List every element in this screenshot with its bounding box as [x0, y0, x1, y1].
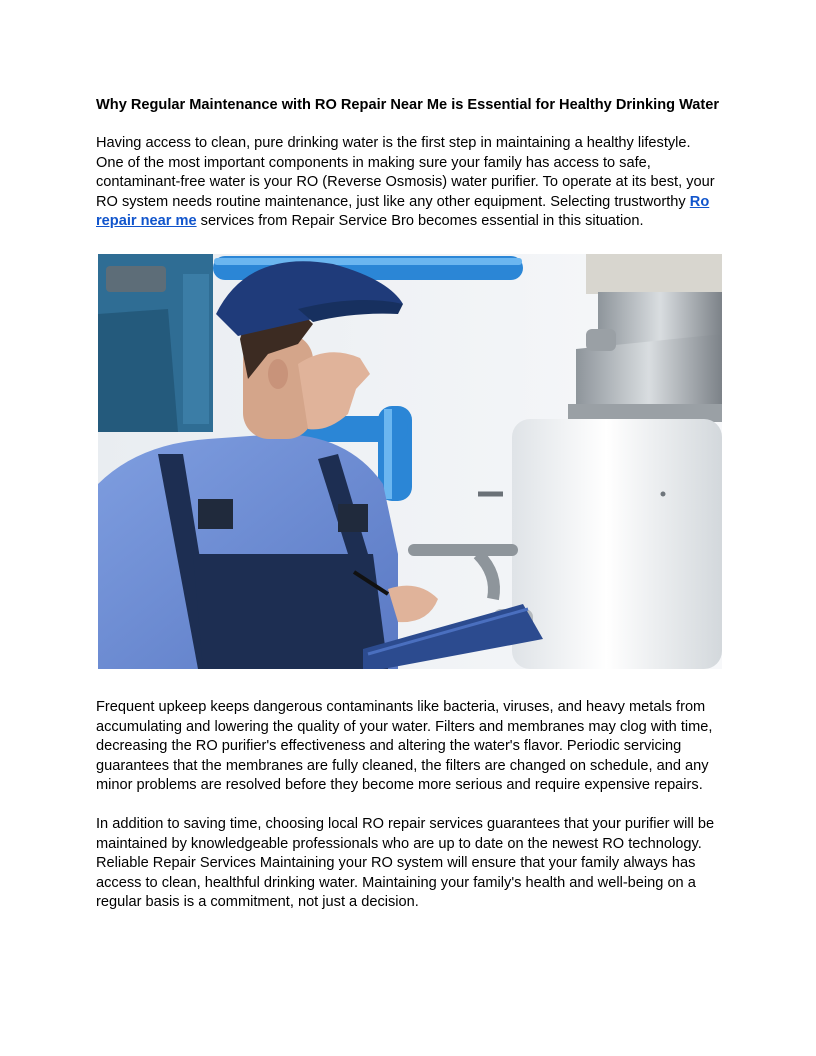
ro-repair-link[interactable]: Ro repair near me	[96, 193, 710, 230]
intro-text-after: services from Repair Service Bro becomes essential in this situation.	[196, 213, 644, 230]
body-paragraph: In addition to saving time, choosing local RO repair services guarantees that your purifier will be maintained by knowledgeable professionals who are up to date on the newest RO technology. Reliable Repair Services Maintaining your RO system will ensure that your family always has access to clean, healthful drinking water. Maintaining your family's health and well-being on a regular basis is a commitment, not just a decision.	[96, 815, 715, 911]
blue-tank-left	[98, 254, 213, 432]
document-page	[96, 95, 722, 913]
body-paragraph: Frequent upkeep keeps dangerous contaminants like bacteria, viruses, and heavy metals from accumulating and lowering the quality of your water. Filters and membranes may clog with time, decreasing the RO purifier's effectiveness and altering the water's flavor. Periodic servicing guarantees that the membranes are fully cleaned, the filters are changed on schedule, and any minor problems are resolved before they become more serious and require expensive repairs.	[96, 698, 713, 794]
intro-text-before: Having access to clean, pure drinking water is the first step in maintaining a healthy lifestyle. One of the most important components in making sure your family has access to safe, contaminant-free water is your RO (Reverse Osmosis) water purifier. To operate at its best, your RO system needs routine maintenance, just like any other equipment. Selecting trustworthy	[96, 135, 715, 210]
technician-photo	[98, 254, 722, 669]
intro-paragraph	[96, 134, 722, 232]
document-title: Why Regular Maintenance with RO Repair Near Me is Essential for Healthy Drinking Water	[96, 97, 720, 113]
